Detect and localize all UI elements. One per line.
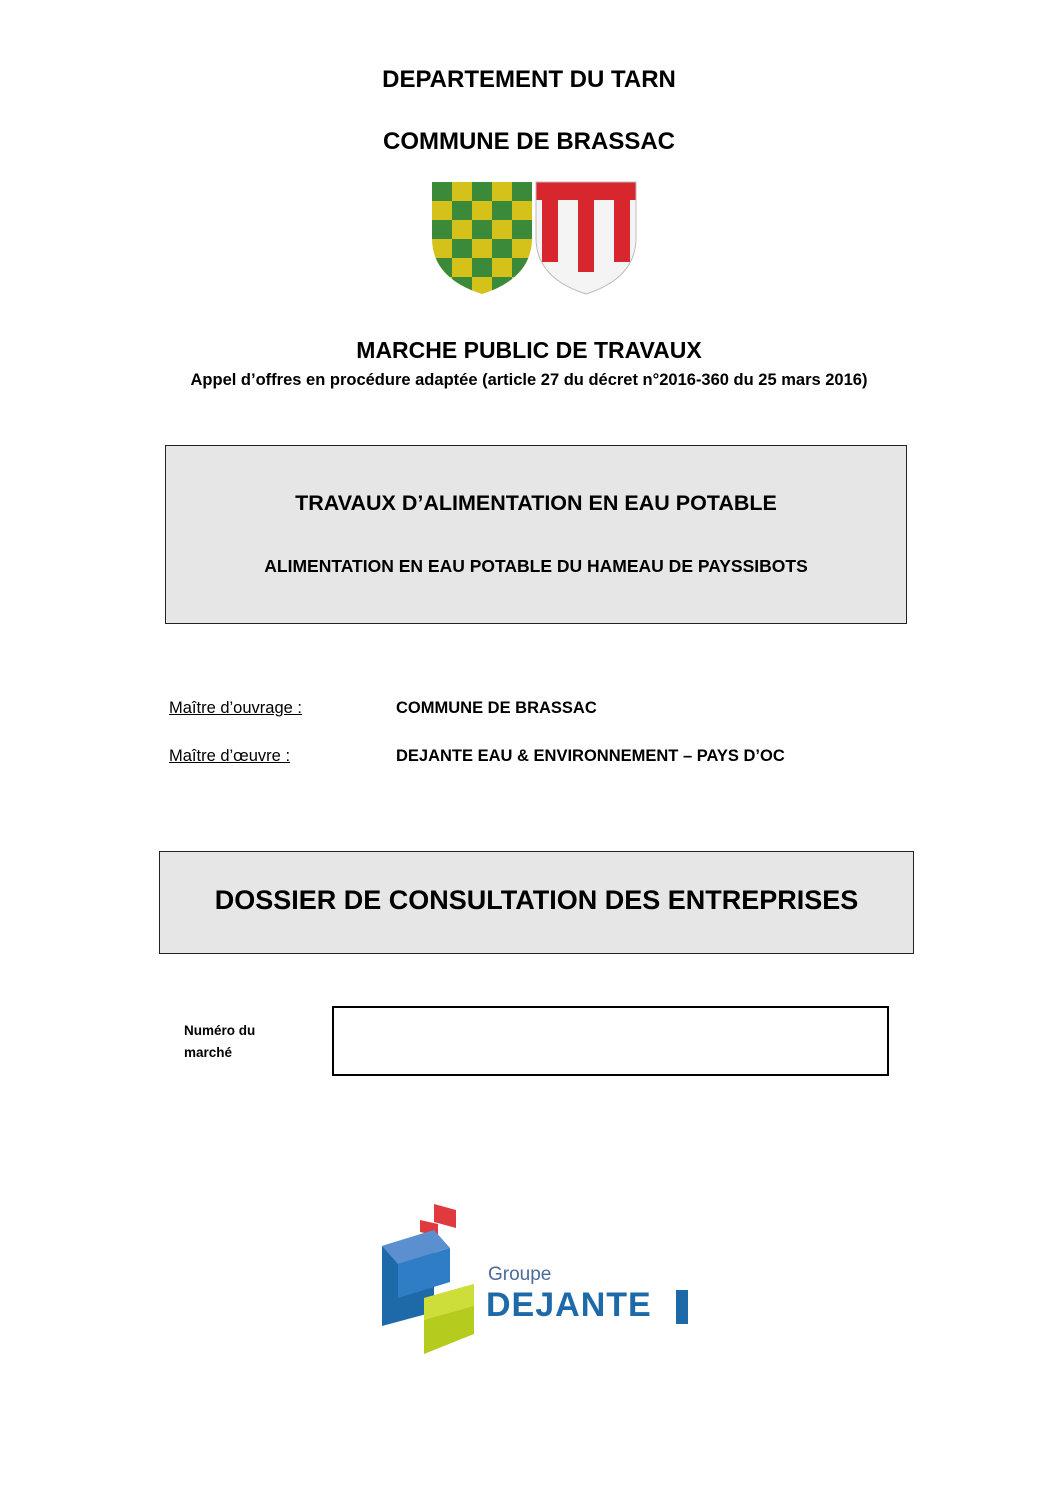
- coat-of-arms-image: [428, 178, 640, 296]
- numero-marche-field[interactable]: [332, 1006, 889, 1076]
- project-title: TRAVAUX D’ALIMENTATION EN EAU POTABLE: [295, 491, 777, 515]
- checkered-shield-icon: [432, 182, 532, 296]
- maitre-ouvrage-label: Maître d’ouvrage :: [169, 699, 302, 717]
- department-heading: DEPARTEMENT DU TARN: [382, 66, 676, 93]
- marche-title: MARCHE PUBLIC DE TRAVAUX: [356, 337, 702, 363]
- logo-groupe-text: Groupe: [488, 1264, 552, 1285]
- groupe-dejante-logo: [380, 1202, 700, 1362]
- marche-subtitle: Appel d’offres en procédure adaptée (article 27 du décret n°2016-360 du 25 mars 2016): [190, 371, 868, 389]
- numero-label-line2: marché: [184, 1045, 233, 1060]
- striped-shield-icon: [536, 182, 636, 296]
- numero-label-line1: Numéro du: [184, 1023, 256, 1038]
- logo-tag-bar: [676, 1290, 688, 1324]
- maitre-ouvrage-value: COMMUNE DE BRASSAC: [396, 699, 597, 717]
- project-subtitle: ALIMENTATION EN EAU POTABLE DU HAMEAU DE PAYSSIBOTS: [264, 556, 808, 576]
- logo-dejante-text: DEJANTE: [486, 1286, 652, 1324]
- maitre-oeuvre-value: DEJANTE EAU & ENVIRONNEMENT – PAYS D’OC: [396, 747, 785, 765]
- dejante-cube-icon: [380, 1202, 490, 1362]
- dossier-box: [159, 851, 914, 954]
- numero-marche-label: [184, 1020, 255, 1064]
- dossier-title: DOSSIER DE CONSULTATION DES ENTREPRISES: [214, 885, 859, 915]
- commune-heading: COMMUNE DE BRASSAC: [382, 128, 675, 155]
- project-box: [165, 445, 907, 624]
- maitre-oeuvre-label: Maître d’œuvre :: [169, 747, 291, 765]
